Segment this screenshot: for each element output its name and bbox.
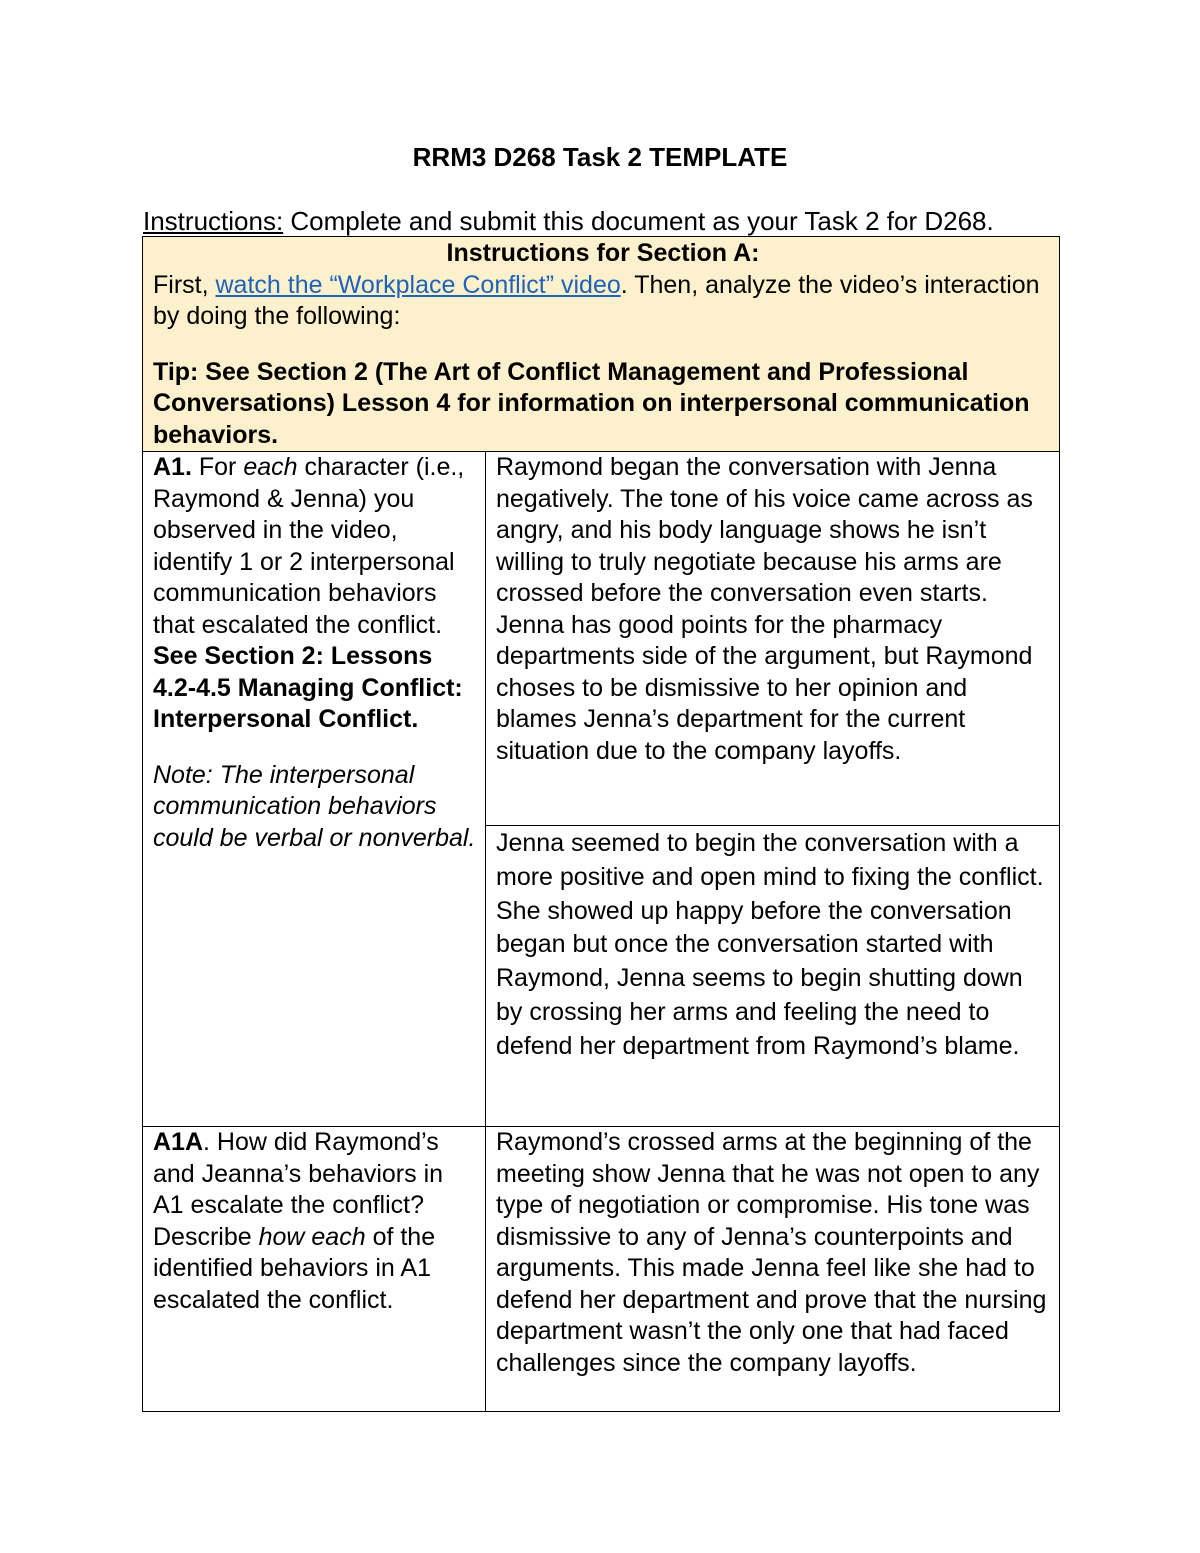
a1-answer-raymond: Raymond began the conversation with Jenna negatively. The tone of his voice came across as angry, and his body language shows he isn’t willing to truly negotiate because his arms are crossed before the conversation even starts. Jenna has good points for the pharmacy departments side of the argument, but Raymond choses to be dismissive to her opinion and blames Jenna’s department for the current situation due to the company layoffs. bbox=[496, 453, 1033, 765]
a1-prompt bbox=[153, 452, 479, 736]
a1-answer-raymond-cell bbox=[486, 452, 1060, 826]
a1a-prompt-emphasis: how each bbox=[258, 1222, 366, 1251]
section-a-instructions-title: Instructions for Section A: bbox=[446, 239, 760, 267]
a1-prompt-emphasis: each bbox=[243, 453, 298, 481]
a1-note: Note: The interpersonal communication behaviors could be verbal or nonverbal. bbox=[153, 760, 476, 852]
a1-answer-jenna-cell bbox=[486, 826, 1060, 1127]
a1a-prompt bbox=[153, 1127, 479, 1316]
section-a-instructions-text bbox=[153, 270, 1053, 333]
a1a-answer: Raymond’s crossed arms at the beginning of the meeting show Jenna that he was not open to any type of negotiation or compromise. His tone was dismissive to any of Jenna’s counterpoints and arguments. This made Jenna feel like she had to defend her department and prove that the nursing department wasn’t the only one that had faced challenges since the company layoffs. bbox=[496, 1128, 1047, 1377]
workplace-conflict-video-link[interactable]: watch the “Workplace Conflict” video bbox=[215, 270, 621, 299]
a1-answer-jenna: Jenna seemed to begin the conversation with a more positive and open mind to fixing the conflict. She showed up happy before the conversation began but once the conversation started with Raymond, Jenna seems to begin shutting down by crossing her arms and feeling the need to defend her department from Raymond’s blame. bbox=[496, 829, 1044, 1060]
instructions-line bbox=[143, 205, 1073, 237]
a1-prompt-part2: character (i.e., Raymond & Jenna) you observed in the video, identify 1 or 2 interpersonal communication behaviors that escalated the conflict. bbox=[153, 453, 465, 639]
a1-prompt-cell bbox=[143, 452, 486, 1127]
section-a-instructions-cell bbox=[143, 237, 1060, 452]
document-title: RRM3 D268 Task 2 TEMPLATE bbox=[412, 142, 788, 172]
instructions-prefix: First, bbox=[153, 270, 216, 299]
instructions-label: Instructions: bbox=[143, 206, 284, 236]
a1-prompt-part1: For bbox=[191, 453, 244, 481]
a1a-label: A1A bbox=[153, 1128, 204, 1156]
task-table bbox=[142, 236, 1060, 1412]
a1a-prompt-cell bbox=[143, 1127, 486, 1412]
instructions-suffix: . Then, analyze the video’s interaction by doing the following: bbox=[153, 270, 1040, 330]
a1-reference: See Section 2: Lessons 4.2-4.5 Managing Conflict: Interpersonal Conflict. bbox=[153, 642, 463, 733]
section-a-tip: Tip: See Section 2 (The Art of Conflict Management and Professional Conversations) Lesson 4 for information on interpersonal communication behaviors. bbox=[153, 357, 1030, 449]
a1a-prompt-part2: of the identified behaviors in A1 escalated the conflict. bbox=[153, 1222, 436, 1314]
a1-label: A1. bbox=[153, 453, 192, 481]
instructions-text: Complete and submit this document as your Task 2 for D268. bbox=[283, 206, 994, 236]
a1a-answer-cell bbox=[486, 1127, 1060, 1412]
a1a-prompt-part1: . How did Raymond’s and Jeanna’s behaviors in A1 escalate the conflict? Describe bbox=[153, 1128, 444, 1251]
